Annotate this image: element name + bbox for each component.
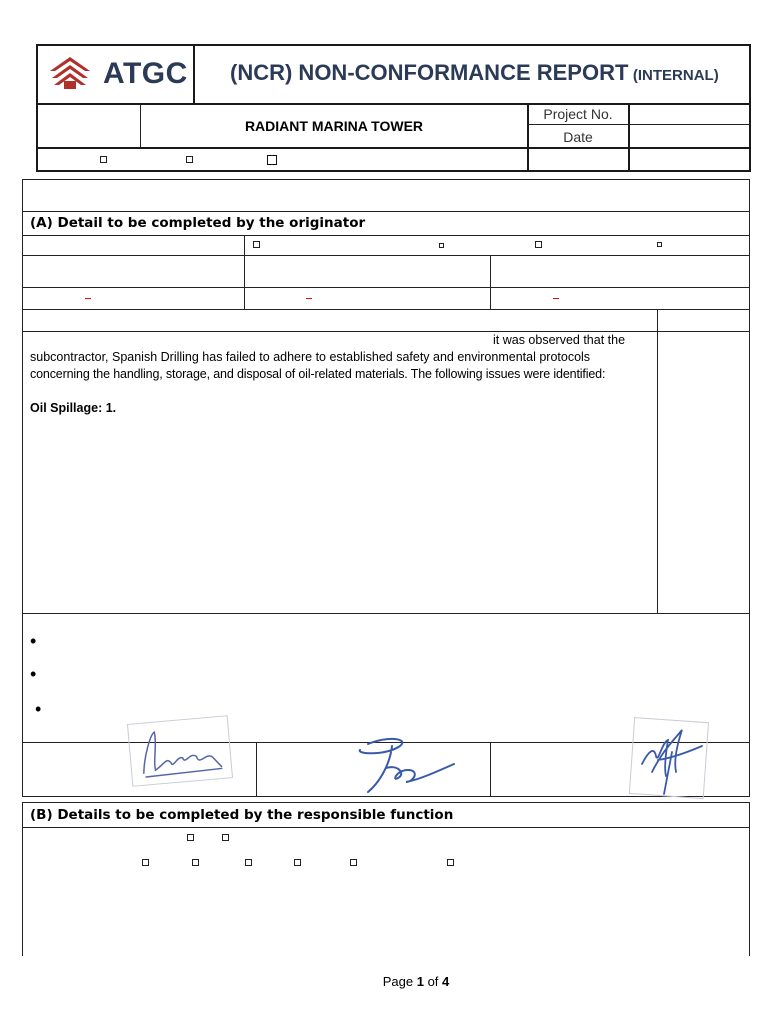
report-title bbox=[230, 60, 750, 90]
signature-reviewer bbox=[346, 734, 462, 796]
logo-roof-icon bbox=[48, 55, 92, 91]
report-title-main: (NCR) NON-CONFORMANCE REPORT bbox=[230, 60, 629, 85]
bullet-point: • bbox=[30, 664, 37, 684]
date-value[interactable] bbox=[630, 126, 748, 146]
bullet-point: • bbox=[35, 699, 42, 719]
project-no-value[interactable] bbox=[630, 105, 748, 123]
column-divider bbox=[490, 742, 491, 797]
section-b-checkbox[interactable] bbox=[447, 859, 454, 866]
section-b-checkbox[interactable] bbox=[350, 859, 357, 866]
row-divider bbox=[22, 287, 750, 288]
column-divider bbox=[244, 235, 245, 310]
row-divider bbox=[22, 211, 750, 212]
section-b-checkbox[interactable] bbox=[192, 859, 199, 866]
section-a-checkbox[interactable] bbox=[253, 241, 260, 248]
header-divider bbox=[36, 147, 751, 149]
issue-heading: Oil Spillage: 1. bbox=[30, 401, 117, 415]
section-b-checkbox[interactable] bbox=[294, 859, 301, 866]
row-divider bbox=[22, 331, 750, 332]
report-title-suffix: (INTERNAL) bbox=[632, 67, 719, 84]
row-divider bbox=[22, 613, 750, 614]
column-divider bbox=[490, 255, 491, 310]
section-b-checkbox[interactable] bbox=[245, 859, 252, 866]
section-a-title: (A) Detail to be completed by the originator bbox=[30, 215, 366, 231]
row-divider bbox=[22, 309, 750, 310]
section-a-checkbox[interactable] bbox=[657, 242, 662, 247]
page-prefix: Page bbox=[382, 974, 417, 989]
project-name: RADIANT MARINA TOWER bbox=[244, 118, 424, 134]
observation-line-2: subcontractor, Spanish Drilling has failed to adhere to established safety and environmental protocols bbox=[30, 350, 591, 364]
page-indicator bbox=[0, 974, 768, 989]
section-b-checkbox[interactable] bbox=[142, 859, 149, 866]
row-divider bbox=[22, 235, 750, 236]
observation-line-3: concerning the handling, storage, and disposal of oil-related materials. The following issues were identified: bbox=[30, 367, 606, 381]
header-divider bbox=[193, 44, 195, 104]
header-checkbox[interactable] bbox=[100, 156, 107, 163]
section-b-block bbox=[22, 802, 750, 956]
section-b-checkbox[interactable] bbox=[187, 834, 194, 841]
page-current: 1 bbox=[416, 974, 424, 989]
section-a-checkbox[interactable] bbox=[439, 243, 444, 248]
signature-approver bbox=[622, 712, 714, 802]
page-of: of bbox=[423, 974, 443, 989]
logo-text: ATGC bbox=[103, 57, 188, 90]
company-logo bbox=[48, 55, 188, 95]
observation-line-1: it was observed that the bbox=[493, 333, 626, 347]
signature-originator bbox=[124, 712, 236, 790]
red-mark bbox=[553, 298, 559, 299]
section-b-title: (B) Details to be completed by the responsible function bbox=[30, 807, 454, 823]
date-label: Date bbox=[563, 129, 593, 145]
row-divider bbox=[22, 255, 750, 256]
header-checkbox[interactable] bbox=[267, 155, 277, 165]
column-divider bbox=[657, 309, 658, 613]
header-divider bbox=[527, 124, 750, 125]
section-a-block bbox=[22, 179, 750, 797]
page-total: 4 bbox=[442, 974, 450, 989]
project-no-label: Project No. bbox=[543, 106, 613, 122]
section-b-checkbox[interactable] bbox=[222, 834, 229, 841]
bullet-point: • bbox=[30, 631, 37, 651]
section-a-checkbox[interactable] bbox=[535, 241, 542, 248]
row-divider bbox=[22, 827, 750, 828]
red-mark bbox=[85, 298, 91, 299]
red-mark bbox=[306, 298, 312, 299]
header-checkbox[interactable] bbox=[186, 156, 193, 163]
column-divider bbox=[256, 742, 257, 797]
